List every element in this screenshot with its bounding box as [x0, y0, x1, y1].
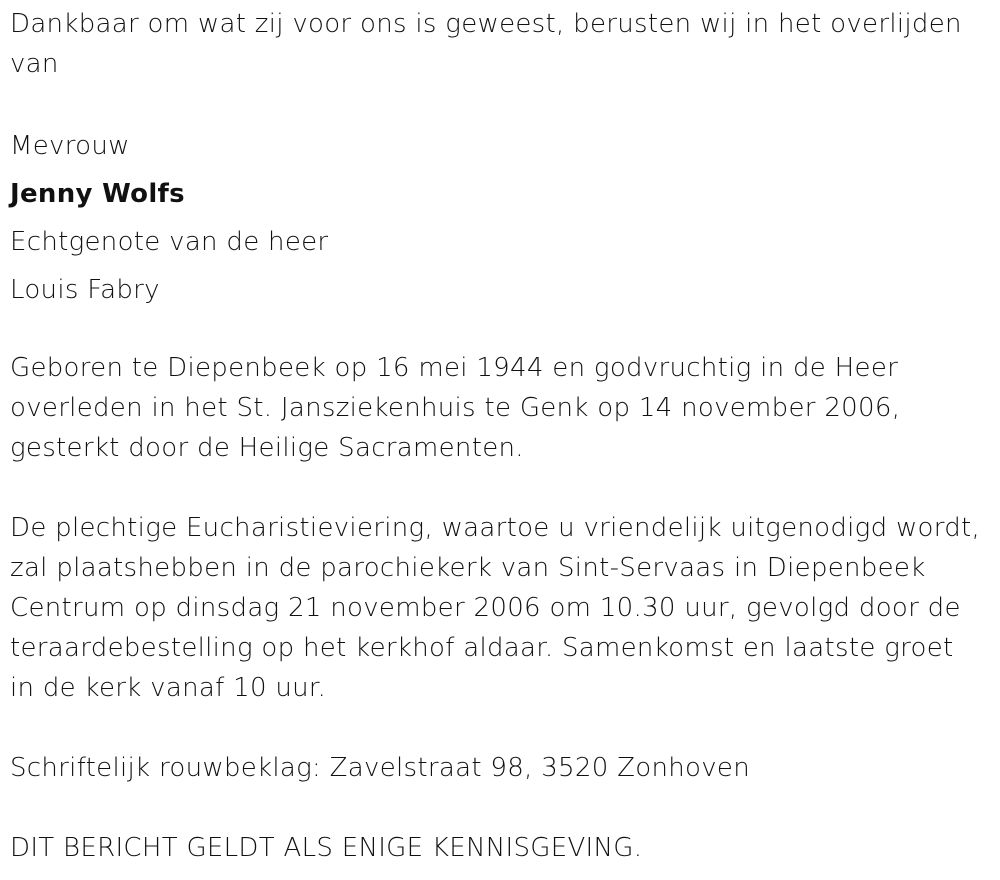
notice-paragraph	[10, 828, 995, 868]
ceremony-line: in de kerk vanaf 10 uur.	[10, 673, 327, 703]
person-spouse: Louis Fabry	[10, 275, 160, 305]
person-block	[10, 122, 995, 314]
person-relation: Echtgenote van de heer	[10, 227, 329, 257]
ceremony-line: De plechtige Eucharistieviering, waartoe u vriendelijk uitgenodigd wordt,	[10, 513, 981, 543]
condolences-paragraph	[10, 748, 995, 788]
birth-death-paragraph	[10, 348, 995, 468]
spacer	[10, 84, 995, 124]
ceremony-line: zal plaatshebben in de parochiekerk van Sint-Servaas in Diepenbeek	[10, 553, 926, 583]
person-name: Jenny Wolfs	[10, 179, 185, 209]
spacer	[10, 708, 995, 748]
notice-text: DIT BERICHT GELDT ALS ENIGE KENNISGEVING.	[10, 833, 643, 863]
ceremony-line: Centrum op dinsdag 21 november 2006 om 10.30 uur, gevolgd door de	[10, 593, 961, 623]
spacer	[10, 788, 995, 828]
birth-death-line: Geboren te Diepenbeek op 16 mei 1944 en godvruchtig in de Heer	[10, 353, 899, 383]
birth-death-line: overleden in het St. Jansziekenhuis te Genk op 14 november 2006,	[10, 393, 901, 423]
ceremony-line: teraardebestelling op het kerkhof aldaar. Samenkomst en laatste groet	[10, 633, 954, 663]
intro-paragraph	[10, 4, 995, 84]
obituary-document	[10, 4, 995, 868]
condolences-address: Schriftelijk rouwbeklag: Zavelstraat 98, 3520 Zonhoven	[10, 753, 750, 783]
birth-death-line: gesterkt door de Heilige Sacramenten.	[10, 433, 524, 463]
person-title: Mevrouw	[10, 131, 130, 161]
spacer	[10, 468, 995, 508]
ceremony-paragraph	[10, 508, 995, 708]
intro-line: van	[10, 49, 59, 79]
intro-line: Dankbaar om wat zij voor ons is geweest, berusten wij in het overlijden	[10, 9, 962, 39]
